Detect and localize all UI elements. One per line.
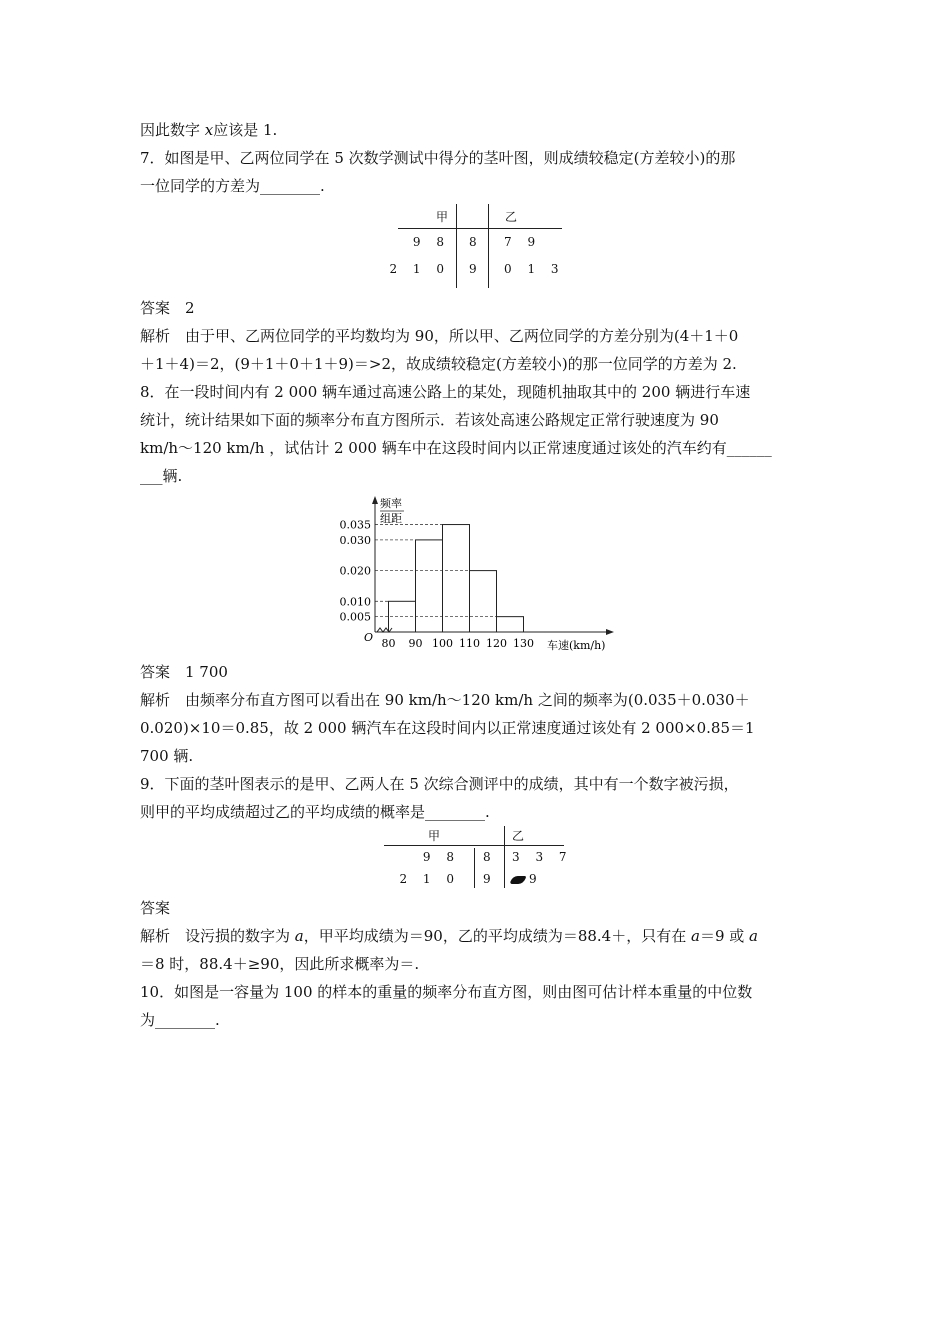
- q10-line-1: 10．如图是一容量为 100 的样本的重量的频率分布直方图，则由图可估计样本重量的中位数: [140, 983, 753, 1001]
- ink-blot-smudge: [510, 876, 527, 884]
- x-tick-label: 100: [432, 637, 453, 650]
- origin-label: O: [364, 631, 374, 644]
- y-tick-label: 0.020: [339, 564, 371, 578]
- variable-a: a: [294, 927, 304, 945]
- x-axis-arrow: [606, 629, 614, 635]
- q7-line-1: 7．如图是甲、乙两位同学在 5 次数学测试中得分的茎叶图，则成绩较稳定(方差较小)的那: [140, 149, 736, 167]
- q9-line-2: 则甲的平均成绩超过乙的平均成绩的概率是________.: [140, 803, 490, 821]
- q8-analysis-1: 解析 由频率分布直方图可以看出在 90 km/h～120 km/h 之间的频率为(0.035＋0.030＋: [140, 691, 750, 709]
- q7-answer: 答案 2: [140, 299, 195, 317]
- q9-row2-right: [511, 872, 543, 886]
- q9-right-divider: [504, 826, 505, 888]
- variable-x: x: [204, 121, 214, 139]
- x-tick-label: 110: [459, 637, 480, 650]
- q8-line-4: ___辆.: [140, 467, 183, 485]
- variable-a: a: [749, 927, 758, 945]
- q9-answer: 答案: [140, 899, 171, 917]
- q7-row1-right: 7 9: [504, 235, 542, 249]
- q9-right-header: 乙: [512, 829, 531, 843]
- histogram-bar: [470, 571, 497, 632]
- q7-analysis-1: 解析 由于甲、乙两位同学的平均数均为 90，所以甲、乙两位同学的方差分别为(4＋1＋0: [140, 327, 739, 345]
- histogram-bar: [443, 525, 470, 632]
- q7-line-2: 一位同学的方差为________.: [140, 177, 325, 195]
- q7-row2-right: 0 1 3: [504, 262, 565, 276]
- y-tick-label: 0.030: [339, 533, 371, 547]
- q7-row1-stem: 8: [469, 235, 483, 249]
- q10-line-2: 为________.: [140, 1011, 220, 1029]
- q9-row2-right-digit: 9: [529, 872, 543, 886]
- y-label-denominator: 组距: [380, 512, 402, 525]
- q9-left-header: 甲: [428, 829, 447, 843]
- q8-analysis-2: 0.020)×10＝0.85，故 2 000 辆汽车在这段时间内以正常速度通过该处有 2 000×0.85＝1: [140, 719, 755, 737]
- q9-row2-stem: 9: [483, 872, 497, 886]
- q9-line-1: 9．下面的茎叶图表示的是甲、乙两人在 5 次综合测评中的成绩，其中有一个数字被污损，: [140, 775, 739, 793]
- q9-analysis-1: [140, 926, 758, 946]
- q7-row2-left: 2 1 0: [389, 262, 450, 276]
- q8-line-1: 8．在一段时间内有 2 000 辆车通过高速公路上的某处，现随机抽取其中的 200 辆进行车速: [140, 383, 751, 401]
- q7-analysis-2: ＋1＋4)＝2，(9＋1＋0＋1＋9)＝>2，故成绩较稳定(方差较小)的那一位同学的方差为 2.: [140, 355, 737, 373]
- x-tick-label: 80: [381, 637, 396, 650]
- y-tick-label: 0.005: [339, 610, 371, 624]
- q9-analysis-1b: ，甲平均成绩为＝90，乙的平均成绩为＝88.4＋，只有在: [303, 927, 691, 945]
- q7-row2-stem: 9: [469, 262, 483, 276]
- y-tick-label: 0.010: [339, 595, 371, 609]
- histogram-bar: [416, 540, 443, 632]
- intro-text-b: 应该是 1.: [213, 121, 278, 139]
- q9-analysis-2: ＝8 时，88.4＋≥90，因此所求概率为＝.: [140, 955, 420, 973]
- q7-left-header: 甲: [436, 210, 455, 224]
- variable-a: a: [691, 927, 700, 945]
- intro-line: [140, 120, 277, 140]
- q9-left-divider: [474, 848, 475, 888]
- speed-histogram: [330, 490, 620, 658]
- q7-right-header: 乙: [505, 210, 524, 224]
- intro-text-a: 因此数字: [140, 121, 205, 139]
- x-tick-label: 130: [513, 637, 534, 650]
- q8-analysis-3: 700 辆.: [140, 747, 194, 765]
- q9-row1-right: 3 3 7: [512, 850, 573, 864]
- q9-stem-leaf-table: [384, 826, 573, 890]
- q9-analysis-1a: 解析 设污损的数字为: [140, 927, 295, 945]
- q7-left-divider: [456, 204, 457, 288]
- q8-line-3: km/h～120 km/h ，试估计 2 000 辆车中在这段时间内以正常速度通过该处的汽车约有______: [140, 439, 772, 457]
- q9-row2-left: 2 1 0: [399, 872, 460, 886]
- q8-line-2: 统计，统计结果如下面的频率分布直方图所示．若该处高速公路规定正常行驶速度为 90: [140, 411, 719, 429]
- x-tick-label: 90: [408, 637, 423, 650]
- q7-right-divider: [488, 204, 489, 288]
- x-axis-label: 车速(km/h): [547, 639, 606, 652]
- histogram-bar: [497, 617, 524, 632]
- q7-stem-leaf-table: [389, 204, 565, 288]
- q7-header-rule: [398, 228, 562, 229]
- y-tick-label: 0.035: [339, 518, 371, 532]
- q9-header-rule: [384, 845, 564, 846]
- q9-row1-left: 9 8: [422, 850, 460, 864]
- q9-row1-stem: 8: [483, 850, 497, 864]
- x-tick-label: 120: [486, 637, 507, 650]
- q8-answer: 答案 1 700: [140, 663, 228, 681]
- q7-row1-left: 9 8: [412, 235, 450, 249]
- q9-analysis-1c: ＝9 或: [699, 927, 750, 945]
- y-label-numerator: 频率: [380, 497, 402, 510]
- axis-break-mark: [377, 628, 392, 632]
- y-axis-arrow: [372, 496, 378, 504]
